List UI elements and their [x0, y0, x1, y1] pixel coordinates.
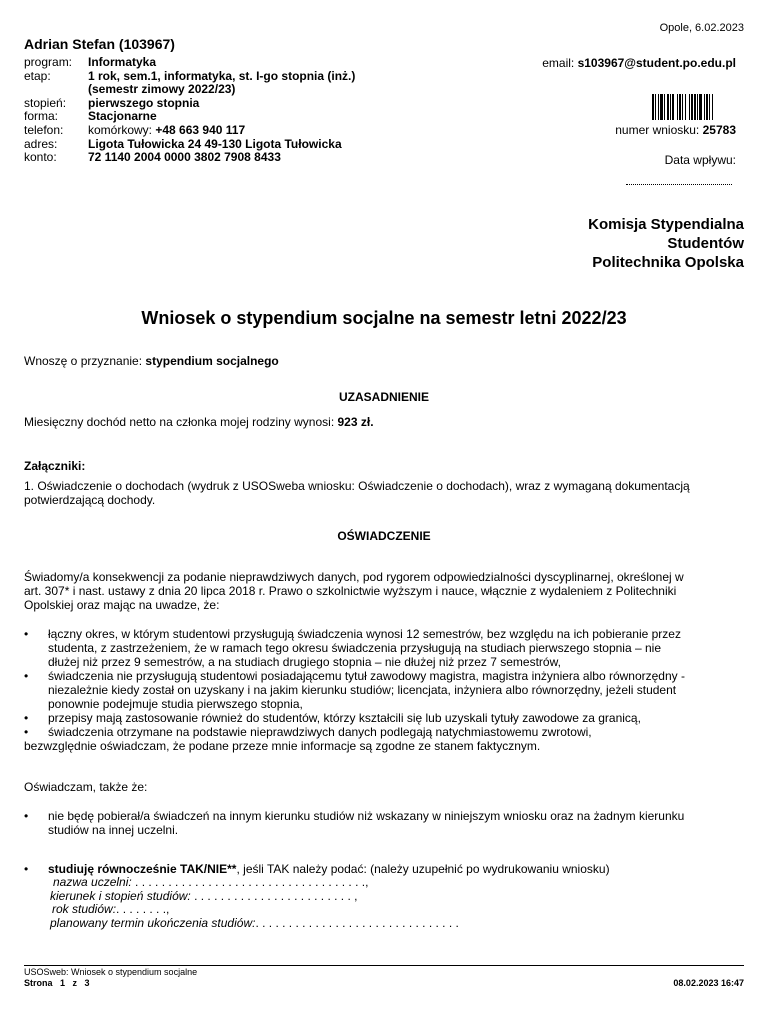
field-label: nazwa uczelni: [53, 875, 132, 889]
info-value: (semestr zimowy 2022/23) [88, 82, 236, 97]
info-value: 1 rok, sem.1, informatyka, st. I-go stopnia (inż.) [88, 68, 356, 83]
bullet-line: świadczenia nie przysługują studentowi posiadającemu tytuł zawodowy magistra, magistra inżyniera albo równorzędny - [48, 669, 685, 683]
list-item [24, 725, 740, 739]
declaration-heading: OŚWIADCZENIE [337, 529, 431, 543]
footer-divider [24, 965, 744, 966]
email-line [542, 57, 736, 71]
bullet-icon: • [24, 862, 29, 876]
list-item [24, 627, 740, 669]
info-value: pierwszego stopnia [88, 95, 200, 110]
phone-number: +48 663 940 117 [155, 122, 246, 137]
phone-prefix: komórkowy: [88, 122, 156, 137]
declaration-intro-line: Świadomy/a konsekwencji za podanie nieprawdziwych danych, pod rygorem odpowiedzialności dyscyplinarnej, określonej w [24, 570, 684, 584]
simultaneous-studies-fields [50, 876, 459, 930]
request-line [24, 354, 740, 368]
info-row-address [24, 138, 355, 152]
footer-title: USOSweb: Wniosek o stypendium socjalne [24, 967, 198, 977]
simultaneous-studies-label: studiuję równocześnie TAK/NIE** [48, 862, 237, 876]
field-label: rok studiów: [52, 902, 117, 917]
place-date: Opole, 6.02.2023 [659, 22, 744, 34]
attachment-line: 1. Oświadczenie o dochodach (wydruk z USOSweba wniosku: Oświadczenie o dochodach), wraz z wymaganą dokumentacją [24, 479, 690, 493]
addressee-block [588, 215, 744, 272]
simultaneous-studies-list [24, 862, 740, 876]
info-value: 72 1140 2004 0000 3802 7908 8433 [88, 150, 281, 165]
application-number [615, 124, 736, 138]
field-label: planowany termin ukończenia studiów: [50, 915, 256, 930]
info-key: forma: [24, 109, 59, 124]
info-row-phone [24, 124, 355, 138]
info-row-semester [24, 83, 355, 97]
info-row-account [24, 151, 355, 165]
declaration-closing: bezwzględnie oświadczam, że podane przeze mnie informacje są zgodne ze stanem faktycznym. [24, 739, 541, 753]
bullet-line: dłużej niż przez 9 semestrów, a na studiach drugiego stopnia – nie dłużej niż przez 7 semestrów, [48, 655, 561, 669]
bullet-line: świadczenia otrzymane na podstawie nieprawdziwych danych podlegają natychmiastowemu zwrotowi, [48, 725, 592, 739]
info-row-stage [24, 70, 355, 84]
bullet-icon: • [24, 809, 29, 823]
fill-row-completion [50, 917, 459, 931]
field-dots: . . . . . . . . . . . . . . . . . . . . . . . . , [190, 888, 358, 903]
fill-row-field-of-study [50, 890, 459, 904]
fill-row-year [50, 903, 459, 917]
income-prefix: Miesięczny dochód netto na członka mojej rodziny wynosi: [24, 415, 335, 429]
attachments-heading: Załączniki: [24, 459, 86, 473]
justification-heading: UZASADNIENIE [338, 390, 429, 404]
field-dots: . . . . . . . . . . . . . . . . . . . . . . . . . . . . . . . . . . ., [131, 875, 369, 889]
info-row-program [24, 56, 355, 70]
application-number-value: 25783 [702, 123, 736, 137]
info-key: telefon: [24, 122, 64, 137]
bullet-line: przepisy mają zastosowanie również do studentów, którzy kształcili się lub uzyskali tytuły zawodowe za granicą, [48, 711, 641, 725]
info-key: adres: [24, 136, 58, 151]
addressee-line: Politechnika Opolska [592, 254, 744, 271]
info-value: Stacjonarne [88, 109, 157, 124]
info-key: stopień: [24, 95, 67, 110]
fill-row-university [50, 876, 459, 890]
also-declare-intro: Oświadczam, także że: [24, 780, 148, 794]
list-item [24, 669, 740, 711]
applicant-name: Adrian Stefan (103967) [24, 36, 175, 52]
bullet-icon: • [24, 725, 29, 739]
bullet-line: ponownie podejmuje studia pierwszego stopnia, [48, 697, 303, 711]
declaration-intro [24, 570, 740, 612]
bullet-line: niezależnie kiedy został on uzyskany i na jakim kierunku studiów; licencjata, inżyniera albo równorzędny, jeżeli student [48, 683, 677, 697]
bullet-line: studenta, z zastrzeżeniem, że w ramach tego okresu świadczenia przysługują na studiach pierwszego stopnia – nie [48, 641, 661, 655]
info-row-degree [24, 97, 355, 111]
simultaneous-studies-note: , jeśli TAK należy podać: (należy uzupełnić po wydrukowaniu wniosku) [236, 862, 610, 876]
addressee-line: Studentów [667, 235, 744, 252]
applicant-info-table [24, 56, 355, 165]
income-line [24, 415, 740, 429]
attachment-item [24, 479, 740, 507]
receipt-date-label: Data wpływu: [664, 153, 736, 167]
bullet-icon: • [24, 669, 29, 683]
declaration-intro-line: art. 307* i nast. ustawy z dnia 20 lipca 2018 r. Prawo o szkolnictwie wyższym i nauce, włącznie z wydaleniem z Politechniki [24, 584, 677, 598]
also-declare-list [24, 809, 740, 837]
info-row-form [24, 110, 355, 124]
email-label: email: [542, 56, 575, 70]
bullet-line: nie będę pobierał/a świadczeń na innym kierunku studiów niż wskazany w niniejszym wniosku oraz na żadnym kierunku [48, 809, 685, 823]
declaration-intro-line: Opolskiej oraz mając na uwadze, że: [24, 598, 220, 612]
footer-datetime: 08.02.2023 16:47 [673, 978, 744, 988]
bullet-icon: • [24, 711, 29, 725]
info-value: Ligota Tułowicka 24 49-130 Ligota Tułowicka [88, 136, 342, 151]
request-value: stypendium socjalnego [145, 354, 279, 368]
barcode-image [652, 94, 736, 120]
receipt-date-blank [626, 178, 732, 185]
info-key: konto: [24, 150, 57, 165]
info-key [24, 83, 88, 97]
list-item [24, 862, 740, 876]
document-title: Wniosek o stypendium socjalne na semestr letni 2022/23 [141, 308, 627, 328]
footer-page-number: Strona 1 z 3 [24, 978, 90, 988]
bullet-line: studiów na innej uczelni. [48, 823, 179, 837]
addressee-line: Komisja Stypendialna [588, 216, 744, 233]
bullet-line: łączny okres, w którym studentowi przysługują świadczenia wynosi 12 semestrów, bez względu na ich pobieranie przez [48, 627, 681, 641]
info-key: program: [24, 55, 73, 69]
list-item [24, 711, 740, 725]
field-dots: . . . . . . . ., [116, 902, 170, 917]
info-key: etap: [24, 68, 51, 83]
request-prefix: Wnoszę o przyznanie: [24, 354, 143, 368]
application-number-label: numer wniosku: [615, 123, 700, 137]
list-item [24, 809, 740, 837]
info-value: Informatyka [88, 55, 157, 69]
info-value [88, 124, 355, 138]
bullet-icon: • [24, 627, 29, 641]
field-label: kierunek i stopień studiów: [50, 888, 191, 903]
attachment-line: potwierdzającą dochody. [24, 493, 156, 507]
email-value: s103967@student.po.edu.pl [577, 56, 736, 70]
income-value: 923 zł. [337, 415, 374, 429]
simultaneous-studies-line [48, 862, 740, 876]
declaration-bullet-list [24, 627, 740, 739]
field-dots: . . . . . . . . . . . . . . . . . . . . . . . . . . . . . . . [255, 915, 459, 930]
